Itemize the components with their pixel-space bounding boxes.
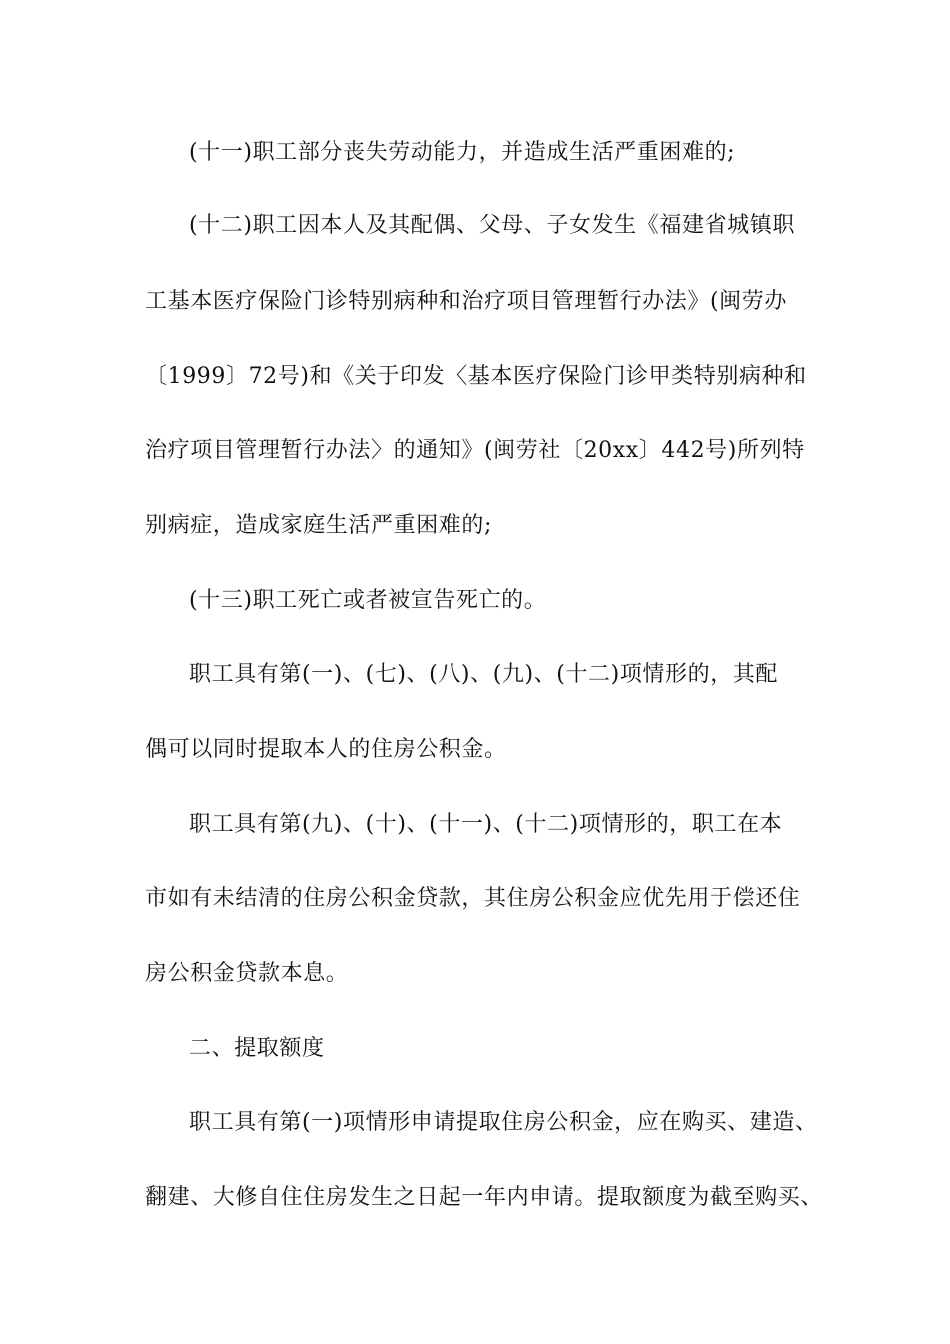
paragraph-line: (十一)职工部分丧失劳动能力，并造成生活严重困难的; (189, 140, 736, 165)
paragraph-line: 房公积金贷款本息。 (145, 961, 349, 986)
paragraph-line: 市如有未结清的住房公积金贷款，其住房公积金应优先用于偿还住 (145, 886, 801, 911)
paragraph-line: (十三)职工死亡或者被宣告死亡的。 (189, 588, 547, 613)
section-heading: 二、提取额度 (189, 1036, 325, 1061)
paragraph-line: 工基本医疗保险门诊特别病种和治疗项目管理暂行办法》(闽劳办 (145, 289, 787, 314)
paragraph-line: 翻建、大修自住住房发生之日起一年内申请。提取额度为截至购买、 (145, 1185, 824, 1210)
paragraph-line: 职工具有第(九)、(十)、(十一)、(十二)项情形的，职工在本 (189, 812, 783, 837)
paragraph-line: 偶可以同时提取本人的住房公积金。 (145, 737, 507, 762)
paragraph-line: 治疗项目管理暂行办法〉的通知》(闽劳社〔20xx〕442号)所列特 (145, 438, 805, 463)
paragraph-line: 职工具有第(一)项情形申请提取住房公积金，应在购买、建造、 (189, 1110, 818, 1135)
paragraph-line: 〔1999〕72号)和《关于印发〈基本医疗保险门诊甲类特别病种和 (145, 364, 807, 389)
paragraph-line: (十二)职工因本人及其配偶、父母、子女发生《福建省城镇职 (189, 213, 795, 238)
paragraph-line: 别病症，造成家庭生活严重困难的; (145, 513, 493, 538)
paragraph-line: 职工具有第(一)、(七)、(八)、(九)、(十二)项情形的，其配 (189, 662, 779, 687)
